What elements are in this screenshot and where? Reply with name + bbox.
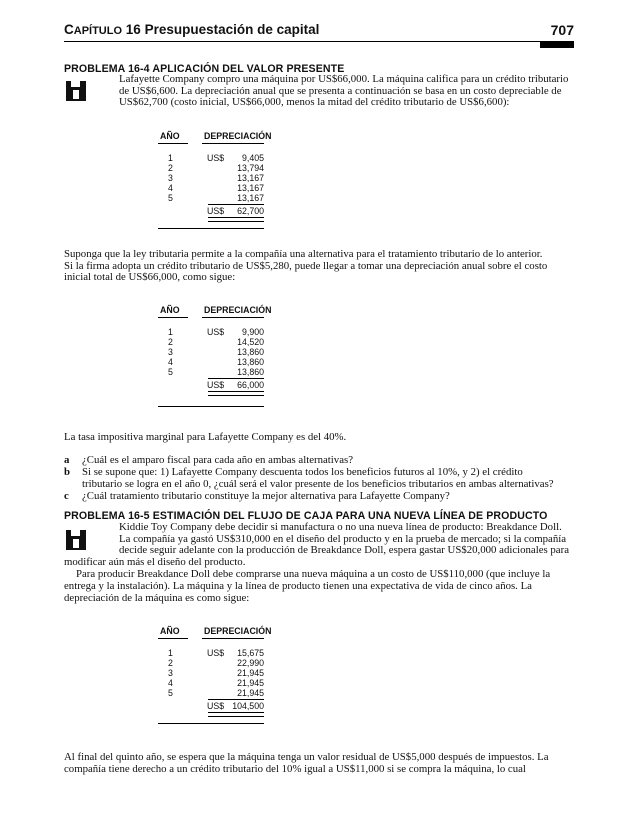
tax-rate-sentence: La tasa impositiva marginal para Lafayette Company es del 40%. xyxy=(64,431,347,443)
floppy-disk-icon xyxy=(66,530,86,550)
table-row: 2 13,794 xyxy=(168,163,264,173)
column-header-year: AÑO xyxy=(160,305,180,315)
column-header-year: AÑO xyxy=(160,131,180,141)
column-header-depreciation: DEPRECIACIÓN xyxy=(204,131,272,141)
table-row: 5 21,945 xyxy=(168,688,264,698)
problem-16-5-intro-tail: modificar aún más el diseño del producto. xyxy=(64,556,246,568)
table-row: 3 13,860 xyxy=(168,347,264,357)
table-row: 4 21,945 xyxy=(168,678,264,688)
machine-paragraph-cont: entrega y la instalación). La máquina y la línea de producto tienen una expectativa de vida de cinco años. La depreciación de la máquina es como sigue: xyxy=(64,580,532,604)
header-rule xyxy=(64,41,574,42)
table-total-row: US$ 66,000 xyxy=(207,380,264,390)
floppy-disk-icon xyxy=(66,81,86,101)
residual-value-paragraph: Al final del quinto año, se espera que la máquina tenga un valor residual de US$5,000 después de impuestos. La compañía tiene derecho a un crédito tributario del 10% igual a US$11,000 si se compra la máquina, lo cual xyxy=(64,751,549,775)
chapter-title: CAPÍTULO 16 Presupuestación de capital xyxy=(64,22,320,37)
page-number: 707 xyxy=(550,22,574,38)
column-header-depreciation: DEPRECIACIÓN xyxy=(204,305,272,315)
table-row: 1 US$ 15,675 xyxy=(168,648,264,658)
machine-paragraph: Para producir Breakdance Doll debe comprarse una nueva máquina a un costo de US$110,000 (que incluye la xyxy=(76,568,551,580)
problem-16-4-title: PROBLEMA 16-4 APLICACIÓN DEL VALOR PRESENTE xyxy=(64,63,345,75)
table-row: 4 13,167 xyxy=(168,183,264,193)
table-row: 3 21,945 xyxy=(168,668,264,678)
table-row: 2 14,520 xyxy=(168,337,264,347)
table-row: 3 13,167 xyxy=(168,173,264,183)
alternative-paragraph: Suponga que la ley tributaria permite a la compañía una alternativa para el tratamiento tributario de lo anterior. Si la firma adopta un crédito tributario de US$5,280, puede llegar a tomar una depreciación anual sobre el costo inicial total de US$66,000, como sigue: xyxy=(64,248,548,284)
table-row: 5 13,167 xyxy=(168,193,264,203)
problem-16-4-intro: Lafayette Company compro una máquina por US$66,000. La máquina califica para un crédito tributario de US$6,600. La depreciación anual que se presenta a continuación se basa en un costo depreciable de US$62,700 (costo inicial, US$66,000, menos la mitad del crédito tributario de US$6,600): xyxy=(119,73,569,109)
table-row: 1 US$ 9,405 xyxy=(168,153,264,163)
problem-16-5-title: PROBLEMA 16-5 ESTIMACIÓN DEL FLUJO DE CAJA PARA UNA NUEVA LÍNEA DE PRODUCTO xyxy=(64,510,548,522)
column-header-year: AÑO xyxy=(160,626,180,636)
table-total-row: US$ 104,500 xyxy=(207,701,264,711)
table-row: 1 US$ 9,900 xyxy=(168,327,264,337)
running-header xyxy=(64,22,574,40)
problem-16-5-intro: Kiddie Toy Company debe decidir si manufactura o no una nueva línea de producto: Breakdance Doll. La compañía ya gastó US$310,000 en el diseño del producto y en la prueba de mercado; si la compañía decide seguir adelante con la producción de Breakdance Doll, espera gastar US$20,000 adicionales para xyxy=(119,521,569,557)
table-total-row: US$ 62,700 xyxy=(207,206,264,216)
header-tab-marker xyxy=(540,42,574,48)
table-row: 4 13,860 xyxy=(168,357,264,367)
column-header-depreciation: DEPRECIACIÓN xyxy=(204,626,272,636)
table-row: 2 22,990 xyxy=(168,658,264,668)
table-row: 5 13,860 xyxy=(168,367,264,377)
